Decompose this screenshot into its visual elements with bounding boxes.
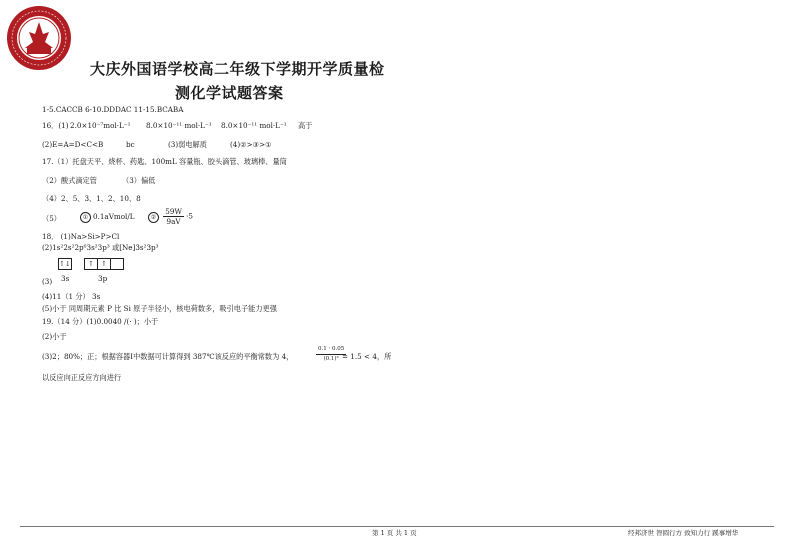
fraction-numerator: 59W <box>165 207 182 216</box>
q17-part5-label: （5） <box>42 214 61 223</box>
q17-part3: （3）偏低 <box>122 176 156 185</box>
orbital-3p-box-1: ↑ <box>84 258 98 270</box>
q16-answer-d: 高于 <box>298 121 313 130</box>
q16-answer-a: 2.0×10⁻⁷mol·L⁻¹ <box>70 121 131 130</box>
q19-fraction-denominator: (0.1)² <box>323 356 339 362</box>
orbital-3p-box-2: ↑ <box>97 258 111 270</box>
q16-part3: (3)弱电解质 <box>168 140 207 149</box>
q17-part5-a-value: 0.1aVmol/L <box>93 212 135 221</box>
orbital-3s-label: 3s <box>61 274 70 283</box>
q17-part4: （4）2、5、3、1、2、10、8 <box>42 194 141 203</box>
q18-part3-label: (3) <box>42 277 53 286</box>
circled-two: ② <box>148 212 159 223</box>
q19-part1: 19.（14 分）(1)0.0040 /(· )；小于 <box>42 317 159 326</box>
footer-motto: 经邦济世 智圆行方 致知力行 蹊事增华 <box>628 529 739 537</box>
orbital-3p-box-3 <box>110 258 124 270</box>
q17-part2: （2）酸式滴定管 <box>42 176 97 185</box>
orbital-3p-label: 3p <box>98 274 108 283</box>
page-title-line1: 大庆外国语学校高二年级下学期开学质量检 <box>90 60 385 78</box>
q19-part3-c: 以反应向正反应方向进行 <box>42 373 122 382</box>
fraction-denominator: 9aV <box>166 217 181 226</box>
q18-part1: 18． (1)Na>Si>P>Cl <box>42 232 120 241</box>
q16-label: 16．(1) <box>42 121 69 130</box>
q17-part5-b <box>148 207 193 226</box>
orbital-3s-box: ↑↓ <box>59 260 71 268</box>
q16-part2: (2)E=A=D<C<B <box>42 140 104 149</box>
footer-page-number: 第 1 页 共 1 页 <box>372 529 417 537</box>
q18-part2: (2)1s²2s²2p⁶3s²3p³ 或[Ne]3s²3p³ <box>42 243 159 252</box>
q19-part2: (2)小于 <box>42 332 67 341</box>
q19-part3-b: = 1.5 < 4，所 <box>342 352 392 361</box>
q17-part1: 17.（1）托盘天平、烧杯、药匙、100mL 容量瓶、胶头滴管、玻璃棒、量筒 <box>42 157 287 166</box>
school-logo <box>5 4 73 72</box>
fraction-tail: ·5 <box>186 211 193 221</box>
q16-part4: (4)②>③>① <box>230 140 272 149</box>
footer-divider <box>20 526 774 527</box>
mc-answers: 1-5.CACCB 6-10.DDDAC 11-15.BCABA <box>42 105 184 114</box>
circled-one: ① <box>80 212 91 223</box>
q19-fraction-numerator: 0.1 · 0.05 <box>316 345 346 355</box>
q17-part5-fraction <box>163 207 184 226</box>
q18-part5: (5)小于 同周期元素 P 比 Si 原子半径小，核电荷数多，吸引电子能力更强 <box>42 304 277 313</box>
q16-answer-b: 8.0×10⁻¹¹ mol·L⁻¹ <box>146 121 212 130</box>
q16-answer-c: 8.0×10⁻¹¹ mol·L⁻¹ <box>221 121 287 130</box>
q19-part3-a: (3)2；80%；正；根据容器Ⅰ中数据可计算得到 387℃该反应的平衡常数为 4， <box>42 352 294 361</box>
q17-part5-a <box>80 212 135 223</box>
school-seal-icon <box>5 4 73 72</box>
q18-part4: (4)11（1 分） 3s <box>42 292 101 301</box>
page-title-line2: 测化学试题答案 <box>175 84 284 102</box>
q16-part2b: bc <box>126 140 135 149</box>
